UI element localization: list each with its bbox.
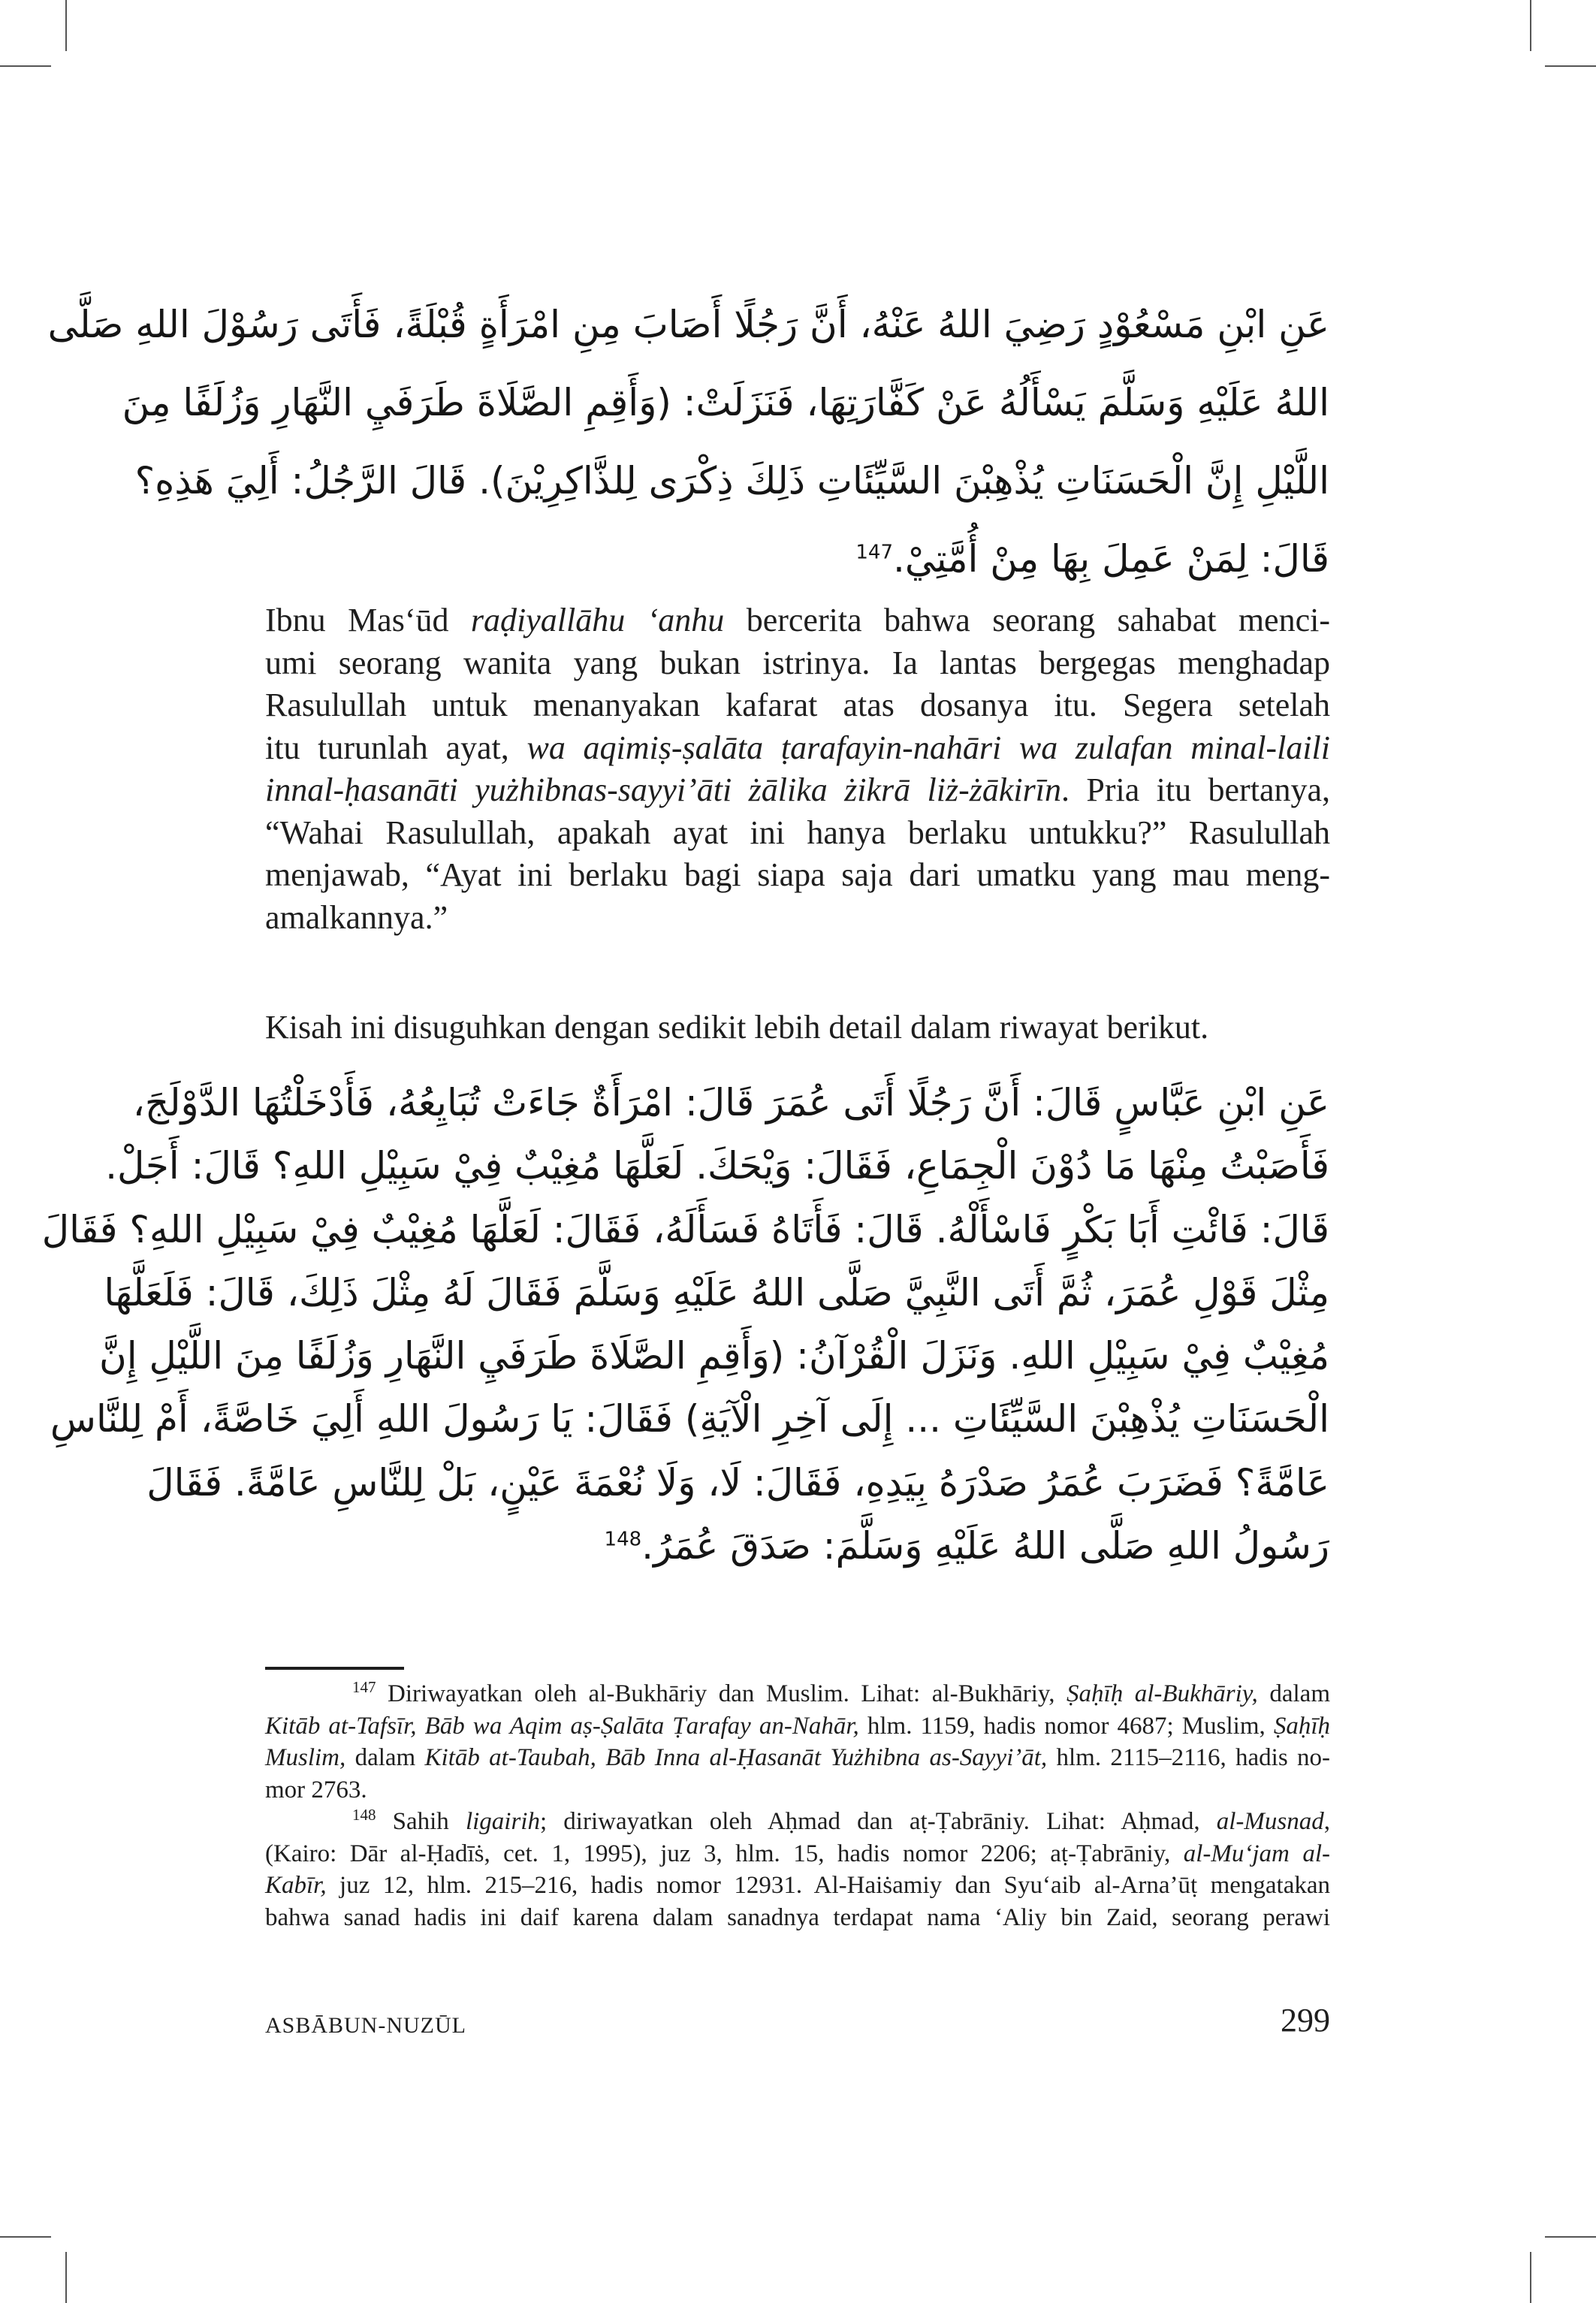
crop-mark bbox=[1545, 2236, 1596, 2238]
footnote-ref-148[interactable]: 148 bbox=[604, 1528, 642, 1551]
translation-paragraph bbox=[265, 599, 1330, 939]
crop-mark bbox=[0, 2236, 51, 2238]
footnote-line: $^{147}$ Diriwayatkan oleh al-Bukhāriy dan Muslim. Lihat: al-Bukhāriy, Ṣaḥīḥ al-Bukhāriy, dalam bbox=[352, 1678, 1330, 1707]
arabic-line: فَأَصَبْتُ مِنْهَا مَا دُوْنَ الْجِمَاعِ، فَقَالَ: وَيْحَكَ. لَعَلَّهَا مُغِيْبٌ فِيْ سَبِيْلِ اللهِ؟ قَالَ: أَجَلْ. bbox=[105, 1144, 1329, 1188]
crop-mark bbox=[1530, 2252, 1531, 2303]
arabic-line-last bbox=[263, 1514, 1329, 1577]
arabic-line: عَامَّةً؟ فَضَرَبَ عُمَرُ صَدْرَهُ بِيَدِهِ، فَقَالَ: لَا، وَلَا نُعْمَةَ عَيْنٍ، بَلْ لِلنَّاسِ عَامَّةً. فَقَالَ bbox=[146, 1460, 1329, 1505]
crop-mark bbox=[0, 65, 51, 67]
footnote-line: mor 2763. bbox=[265, 1776, 367, 1803]
text-line: itu turunlah ayat, wa aqimiṣ-ṣalāta ṭarafayin-nahāri wa zulafan minal-laili bbox=[265, 729, 1330, 766]
footnote-line: Kitāb at-Tafsīr, Bāb wa Aqim aṣ-Ṣalāta Ṭarafay an-Nahār, hlm. 1159, hadis nomor 4687; Muslim, Ṣaḥīḥ bbox=[265, 1712, 1330, 1740]
footnote-line: Kabīr, juz 12, hlm. 215–216, hadis nomor 12931. Al-Haiṡamiy dan Syu‘aib al-Arna’ūṭ mengatakan bbox=[265, 1872, 1330, 1899]
arabic-hadith-1 bbox=[47, 285, 1329, 598]
text-line: menjawab, “Ayat ini berlaku bagi siapa saja dari umatku yang mau meng- bbox=[265, 856, 1330, 893]
arabic-line: مُغِيْبٌ فِيْ سَبِيْلِ اللهِ. وَنَزَلَ الْقُرْآنُ: (وَأَقِمِ الصَّلَاةَ طَرَفَيِ النَّهَارِ وَزُلَفًا مِنَ اللَّيْلِ إِنَّ bbox=[98, 1334, 1329, 1378]
arabic-hadith-2 bbox=[41, 1071, 1329, 1577]
footnote-line: (Kairo: Dār al-Ḥadīṡ, cet. 1, 1995), juz 3, hlm. 15, hadis nomor 2206; aṭ-Ṭabrāniy, al-Mu‘jam al- bbox=[265, 1840, 1330, 1867]
footnote-147 bbox=[265, 1678, 1330, 1806]
footnote-number: 148 bbox=[352, 1806, 376, 1824]
text-line: umi seorang wanita yang bukan istrinya. Ia lantas bergegas menghadap bbox=[265, 644, 1330, 681]
footnote-line: Muslim, dalam Kitāb at-Taubah, Bāb Inna al-Ḥasanāt Yużhibna as-Sayyi’āt, hlm. 2115–2116, hadis no- bbox=[265, 1744, 1330, 1771]
footnote-separator bbox=[265, 1667, 404, 1670]
footnote-148 bbox=[265, 1806, 1330, 1933]
arabic-line: عَنِ ابْنِ عَبَّاسٍ قَالَ: أَنَّ رَجُلًا أَتَى عُمَرَ قَالَ: امْرَأَةٌ جَاءَتْ تُبَايِعُهُ، فَأَدْخَلْتُهَا الدَّوْلَجَ، bbox=[132, 1081, 1329, 1124]
text-line: Kisah ini disuguhkan dengan sedikit lebih detail dalam riwayat berikut. bbox=[265, 1009, 1209, 1046]
arabic-line: قَالَ: فَائْتِ أَبَا بَكْرٍ فَاسْأَلْهُ. قَالَ: فَأَتَاهُ فَسَأَلَهُ، فَقَالَ: لَعَلَّهَا مُغِيْبٌ فِيْ سَبِيْلِ اللهِ؟ فَقَالَ bbox=[41, 1207, 1329, 1251]
text-line: Ibnu Mas‘ūd raḍiyallāhu ‘anhu bercerita bahwa seorang sahabat menci- bbox=[265, 602, 1330, 638]
arabic-line-text: رَسُولُ اللهِ صَلَّى اللهُ عَلَيْهِ وَسَلَّمَ: صَدَقَ عُمَرُ. bbox=[641, 1524, 1329, 1568]
arabic-line: الْحَسَنَاتِ يُذْهِبْنَ السَّيِّئَاتِ ... إِلَى آخِرِ الْآيَةِ) فَقَالَ: يَا رَسُولَ اللهِ أَلِيَ خَاصَّةً، أَمْ لِلنَّاسِ bbox=[50, 1397, 1329, 1441]
crop-mark bbox=[1530, 0, 1531, 51]
arabic-line-last bbox=[263, 520, 1329, 598]
footnote-line: $^{148}$ Sahih ligairih; diriwayatkan oleh Aḥmad dan aṭ-Ṭabrāniy. Lihat: Aḥmad, al-Musnad, bbox=[352, 1806, 1330, 1835]
footnote-line: bahwa sanad hadis ini daif karena dalam sanadnya terdapat nama ‘Aliy bin Zaid, seorang perawi bbox=[265, 1903, 1330, 1931]
arabic-line: اللهُ عَلَيْهِ وَسَلَّمَ يَسْأَلُهُ عَنْ كَفَّارَتِهَا، فَنَزَلَتْ: (وَأَقِمِ الصَّلَاةَ طَرَفَيِ النَّهَارِ وَزُلَفًا مِنَ bbox=[122, 381, 1329, 424]
arabic-line: عَنِ ابْنِ مَسْعُوْدٍ رَضِيَ اللهُ عَنْهُ، أَنَّ رَجُلًا أَصَابَ مِنِ امْرَأَةٍ قُبْلَةً، فَأَتَى رَسُوْلَ اللهِ صَلَّى bbox=[47, 303, 1329, 346]
text-line: amalkannya.” bbox=[265, 898, 448, 936]
crop-mark bbox=[1545, 65, 1596, 67]
crop-mark bbox=[65, 2252, 67, 2303]
text-line: Rasulullah untuk menanyakan kafarat atas dosanya itu. Segera setelah bbox=[265, 687, 1330, 723]
arabic-line-text: قَالَ: لِمَنْ عَمِلَ بِهَا مِنْ أُمَّتِيْ. bbox=[893, 537, 1329, 581]
arabic-line: مِثْلَ قَوْلِ عُمَرَ، ثُمَّ أَتَى النَّبِيَّ صَلَّى اللهُ عَلَيْهِ وَسَلَّمَ فَقَالَ لَهُ مِثْلَ ذَلِكَ، قَالَ: فَلَعَلَّهَا bbox=[104, 1270, 1329, 1314]
text-line: “Wahai Rasulullah, apakah ayat ini hanya berlaku untukku?” Rasulullah bbox=[265, 813, 1330, 851]
footnote-number: 147 bbox=[352, 1678, 376, 1696]
footnote-ref-147[interactable]: 147 bbox=[855, 541, 894, 564]
page-number: 299 bbox=[1281, 2002, 1330, 2039]
text-line: innal-ḥasanāti yużhibnas-sayyi’āti żālika żikrā liż-żākirīn. Pria itu bertanya, bbox=[265, 771, 1330, 808]
crop-mark bbox=[65, 0, 67, 51]
transition-sentence bbox=[265, 1007, 1330, 1049]
arabic-line: اللَّيْلِ إِنَّ الْحَسَنَاتِ يُذْهِبْنَ السَّيِّئَاتِ ذَلِكَ ذِكْرَى لِلذَّاكِرِيْنَ). قَالَ الرَّجُلُ: أَلِيَ هَذِهِ؟ bbox=[134, 459, 1329, 503]
running-footer: ASBĀBUN-NUZŪL bbox=[265, 2013, 466, 2038]
